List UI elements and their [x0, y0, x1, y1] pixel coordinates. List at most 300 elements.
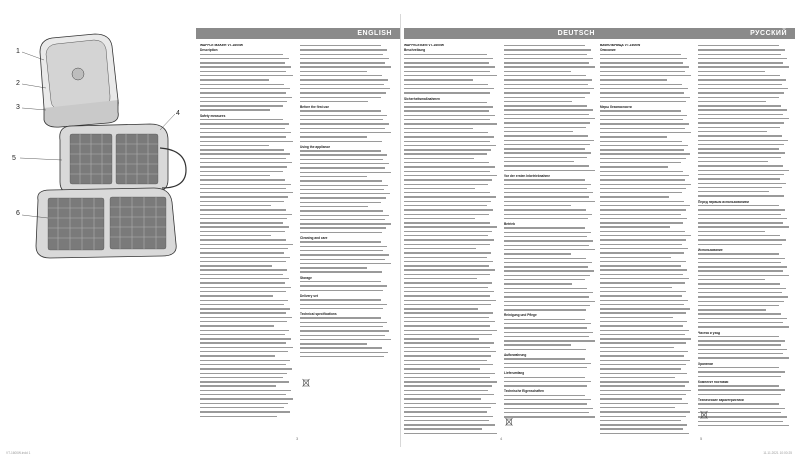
text-line — [504, 367, 596, 370]
text-line — [504, 114, 596, 117]
footer-timestamp: 11.11.2021 10:00:25 — [763, 451, 792, 455]
text-line — [300, 241, 392, 244]
text-line — [404, 84, 498, 87]
text-line — [504, 196, 596, 199]
text-line — [504, 305, 596, 308]
crossed-out-wheelie-bin-icon — [302, 378, 310, 387]
text-line — [600, 351, 692, 354]
text-line — [200, 334, 294, 337]
text-line — [600, 231, 692, 234]
text-line — [504, 249, 596, 252]
text-line — [698, 253, 790, 256]
section-ru-3: Использование — [698, 247, 723, 252]
text-line — [300, 176, 392, 179]
text-line — [504, 377, 596, 380]
text-line — [600, 321, 692, 324]
text-line — [698, 357, 790, 360]
text-line — [200, 235, 294, 238]
text-line — [200, 175, 294, 178]
text-line — [600, 252, 692, 255]
text-line — [600, 278, 692, 281]
text-line — [698, 97, 790, 100]
text-line — [600, 235, 692, 238]
text-line — [698, 109, 790, 112]
text-line — [300, 45, 392, 48]
text-line — [404, 355, 498, 358]
text-block — [698, 367, 790, 379]
text-line — [300, 210, 392, 213]
text-line — [504, 161, 596, 164]
text-line — [404, 244, 498, 247]
text-line — [600, 411, 692, 414]
text-line — [404, 201, 498, 204]
text-line — [404, 222, 498, 225]
text-line — [404, 162, 498, 165]
text-line — [600, 188, 692, 191]
text-line — [200, 218, 294, 221]
section-ru-0: Описание — [600, 48, 616, 53]
text-line — [504, 344, 596, 347]
callout-2: 2 — [16, 80, 20, 87]
text-line — [504, 49, 596, 52]
text-line — [300, 79, 392, 82]
text-line — [600, 381, 692, 384]
text-line — [404, 381, 498, 384]
text-line — [504, 84, 596, 87]
deutsch-column-1 — [404, 44, 498, 434]
text-line — [698, 394, 790, 397]
text-block — [698, 253, 790, 329]
text-line — [504, 205, 596, 208]
text-line — [404, 145, 498, 148]
text-line — [698, 275, 790, 278]
text-line — [600, 282, 692, 285]
text-line — [404, 248, 498, 251]
text-line — [698, 322, 790, 325]
text-line — [200, 188, 294, 191]
deutsch-column-2 — [504, 44, 596, 434]
text-block — [300, 317, 392, 359]
text-line — [504, 245, 596, 248]
text-line — [504, 140, 596, 143]
text-line — [698, 416, 790, 419]
text-line — [404, 136, 498, 139]
text-line — [404, 274, 498, 277]
text-line — [698, 49, 790, 52]
text-line — [600, 300, 692, 303]
page-number-de: 4 — [500, 436, 503, 441]
text-line — [600, 184, 692, 187]
text-line — [300, 163, 392, 166]
text-line — [404, 291, 498, 294]
section-ru-4: Чистка и уход — [698, 330, 721, 335]
text-line — [600, 115, 692, 118]
text-line — [404, 416, 498, 419]
text-line — [698, 165, 790, 168]
text-line — [200, 58, 294, 61]
text-block — [698, 45, 790, 199]
text-line — [404, 158, 498, 161]
text-line — [698, 326, 790, 329]
text-line — [200, 416, 294, 419]
text-line — [600, 179, 692, 182]
text-line — [504, 236, 596, 239]
text-line — [698, 340, 790, 343]
section-de-2: Vor der ersten Inbetriebnahme — [504, 173, 550, 178]
text-line — [404, 171, 498, 174]
callout-1: 1 — [16, 48, 20, 55]
text-block — [200, 54, 294, 113]
text-line — [200, 179, 294, 182]
text-line — [698, 152, 790, 155]
text-line — [600, 75, 692, 78]
text-line — [200, 153, 294, 156]
text-line — [300, 347, 392, 350]
text-line — [698, 45, 790, 48]
text-line — [404, 368, 498, 371]
text-block — [404, 102, 498, 434]
text-line — [200, 75, 294, 78]
model-de: WAFFELEISEN VT-1600W — [404, 44, 444, 47]
text-line — [698, 412, 790, 415]
text-line — [504, 144, 596, 147]
text-line — [504, 122, 596, 125]
text-line — [600, 274, 692, 277]
text-line — [404, 115, 498, 118]
text-line — [200, 342, 294, 345]
text-line — [200, 269, 294, 272]
text-line — [504, 97, 596, 100]
russian-column-1 — [600, 44, 692, 434]
text-line — [200, 145, 294, 148]
text-line — [200, 407, 294, 410]
text-line — [698, 161, 790, 164]
text-line — [300, 115, 392, 118]
text-line — [200, 368, 294, 371]
text-line — [698, 79, 790, 82]
text-line — [300, 123, 392, 126]
text-line — [300, 259, 392, 262]
footer-file-label: VT-1600W.indd 1 — [6, 451, 31, 455]
text-line — [504, 184, 596, 187]
text-line — [600, 347, 692, 350]
text-line — [300, 185, 392, 188]
text-line — [600, 334, 692, 337]
section-de-6: Lieferumfang — [504, 371, 525, 376]
text-line — [404, 214, 498, 217]
text-line — [600, 360, 692, 363]
waffle-maker-illustration — [0, 30, 196, 260]
section-ru-2: Перед первым использованием — [698, 199, 749, 204]
text-line — [200, 105, 294, 108]
text-line — [200, 403, 294, 406]
text-line — [200, 231, 294, 234]
english-column-1 — [200, 44, 294, 434]
text-line — [200, 62, 294, 65]
text-line — [200, 66, 294, 69]
header-russian: РУССКИЙ — [600, 28, 795, 39]
text-line — [300, 339, 392, 342]
text-line — [200, 278, 294, 281]
text-line — [404, 257, 498, 260]
text-line — [300, 206, 392, 209]
crossed-out-wheelie-bin-icon — [505, 417, 513, 426]
text-line — [698, 371, 790, 374]
text-line — [404, 351, 498, 354]
page-number-ru: 5 — [700, 436, 703, 441]
text-line — [504, 209, 596, 212]
text-line — [698, 313, 790, 316]
text-line — [504, 262, 596, 265]
text-line — [404, 325, 498, 328]
text-line — [200, 71, 294, 74]
text-line — [698, 336, 790, 339]
text-line — [504, 101, 596, 104]
text-line — [698, 344, 790, 347]
text-line — [404, 282, 498, 285]
text-line — [200, 295, 294, 298]
text-line — [600, 84, 692, 87]
text-line — [200, 274, 294, 277]
text-line — [504, 292, 596, 295]
text-block — [504, 179, 596, 221]
text-line — [698, 84, 790, 87]
text-line — [600, 291, 692, 294]
text-line — [404, 184, 498, 187]
text-line — [504, 288, 596, 291]
text-line — [600, 433, 692, 434]
text-line — [300, 88, 392, 91]
text-line — [300, 75, 392, 78]
text-line — [404, 390, 498, 393]
text-line — [504, 412, 596, 415]
text-line — [600, 214, 692, 217]
text-line — [200, 291, 294, 294]
text-line — [600, 97, 692, 100]
text-line — [504, 340, 596, 343]
text-line — [404, 338, 498, 341]
text-line — [504, 349, 596, 352]
text-line — [300, 172, 392, 175]
text-line — [600, 166, 692, 169]
text-line — [698, 389, 790, 392]
text-line — [504, 266, 596, 269]
model-ru: ВАФЕЛЬНИЦА VT-1600W — [600, 44, 641, 47]
text-line — [404, 175, 498, 178]
text-line — [600, 261, 692, 264]
text-line — [698, 279, 790, 282]
text-line — [600, 145, 692, 148]
text-line — [504, 283, 596, 286]
text-line — [698, 385, 790, 388]
text-block — [504, 45, 596, 173]
text-line — [404, 71, 498, 74]
text-line — [600, 364, 692, 367]
text-line — [200, 394, 294, 397]
text-line — [200, 261, 294, 264]
text-line — [600, 338, 692, 341]
text-line — [504, 408, 596, 411]
section-en-5: Storage — [300, 275, 312, 280]
text-line — [600, 342, 692, 345]
text-line — [200, 136, 294, 139]
section-en-1: Safety measures — [200, 113, 226, 118]
text-line — [300, 101, 392, 104]
text-line — [698, 266, 790, 269]
text-line — [404, 334, 498, 337]
text-block — [600, 110, 692, 434]
text-line — [698, 127, 790, 130]
section-de-3: Betrieb — [504, 222, 515, 227]
text-line — [504, 62, 596, 65]
text-line — [698, 353, 790, 356]
text-line — [698, 58, 790, 61]
text-line — [404, 420, 498, 423]
text-line — [300, 285, 392, 288]
text-line — [504, 79, 596, 82]
text-line — [404, 428, 498, 431]
text-line — [600, 385, 692, 388]
text-block — [300, 281, 392, 293]
text-line — [300, 84, 392, 87]
text-line — [404, 209, 498, 212]
text-line — [504, 165, 596, 168]
text-line — [404, 300, 498, 303]
text-line — [200, 54, 294, 57]
text-line — [600, 58, 692, 61]
text-line — [300, 92, 392, 95]
text-line — [504, 148, 596, 151]
text-line — [200, 101, 294, 104]
section-en-7: Technical specifications — [300, 312, 337, 317]
text-line — [504, 75, 596, 78]
text-line — [698, 178, 790, 181]
text-line — [200, 381, 294, 384]
text-line — [300, 254, 392, 257]
text-block — [504, 377, 596, 389]
text-line — [300, 132, 392, 135]
text-line — [300, 308, 392, 311]
text-line — [300, 290, 392, 293]
text-line — [600, 287, 692, 290]
text-line — [698, 209, 790, 212]
text-line — [200, 360, 294, 363]
text-line — [404, 54, 498, 57]
text-line — [600, 66, 692, 69]
text-line — [600, 239, 692, 242]
text-line — [404, 153, 498, 156]
text-line — [200, 248, 294, 251]
text-line — [600, 330, 692, 333]
text-line — [504, 214, 596, 217]
text-line — [600, 71, 692, 74]
text-line — [200, 330, 294, 333]
text-line — [698, 71, 790, 74]
text-block — [600, 54, 692, 105]
text-line — [504, 336, 596, 339]
text-line — [600, 424, 692, 427]
text-line — [404, 132, 498, 135]
text-line — [200, 265, 294, 268]
text-line — [698, 62, 790, 65]
text-line — [600, 222, 692, 225]
text-line — [600, 355, 692, 358]
text-line — [404, 102, 498, 105]
text-line — [404, 398, 498, 401]
section-ru-1: Меры безопасности — [600, 105, 632, 110]
text-line — [600, 368, 692, 371]
text-line — [404, 235, 498, 238]
text-line — [698, 258, 790, 261]
text-line — [300, 180, 392, 183]
text-line — [698, 262, 790, 265]
text-line — [600, 153, 692, 156]
text-line — [698, 114, 790, 117]
section-en-2: Before the first use — [300, 105, 330, 110]
section-ru-5: Хранение — [698, 361, 714, 366]
text-block — [504, 227, 596, 312]
text-line — [600, 128, 692, 131]
text-line — [404, 166, 498, 169]
text-line — [698, 235, 790, 238]
text-line — [600, 79, 692, 82]
text-line — [504, 45, 596, 48]
text-line — [200, 166, 294, 169]
text-line — [200, 385, 294, 388]
section-en-6: Delivery set — [300, 293, 318, 298]
text-line — [698, 92, 790, 95]
text-line — [504, 135, 596, 138]
text-line — [200, 184, 294, 187]
text-line — [698, 288, 790, 291]
text-line — [504, 170, 596, 173]
text-line — [600, 257, 692, 260]
text-line — [404, 317, 498, 320]
text-block — [698, 336, 790, 361]
text-line — [200, 390, 294, 393]
text-line — [200, 377, 294, 380]
text-line — [600, 136, 692, 139]
text-line — [200, 312, 294, 315]
text-line — [300, 271, 392, 274]
text-line — [504, 327, 596, 330]
text-line — [504, 363, 596, 366]
text-line — [404, 407, 498, 410]
text-line — [698, 148, 790, 151]
text-line — [600, 218, 692, 221]
text-line — [600, 420, 692, 423]
text-line — [404, 360, 498, 363]
text-line — [200, 308, 294, 311]
text-line — [600, 295, 692, 298]
text-line — [404, 196, 498, 199]
text-line — [300, 326, 392, 329]
text-line — [504, 301, 596, 304]
text-block — [200, 119, 294, 419]
text-line — [698, 218, 790, 221]
english-column-2 — [300, 44, 392, 434]
text-line — [600, 192, 692, 195]
text-line — [404, 252, 498, 255]
text-line — [200, 119, 294, 122]
text-line — [600, 119, 692, 122]
text-line — [504, 105, 596, 108]
text-line — [698, 376, 790, 379]
text-line — [698, 239, 790, 242]
text-line — [504, 332, 596, 335]
text-line — [404, 269, 498, 272]
text-line — [698, 226, 790, 229]
